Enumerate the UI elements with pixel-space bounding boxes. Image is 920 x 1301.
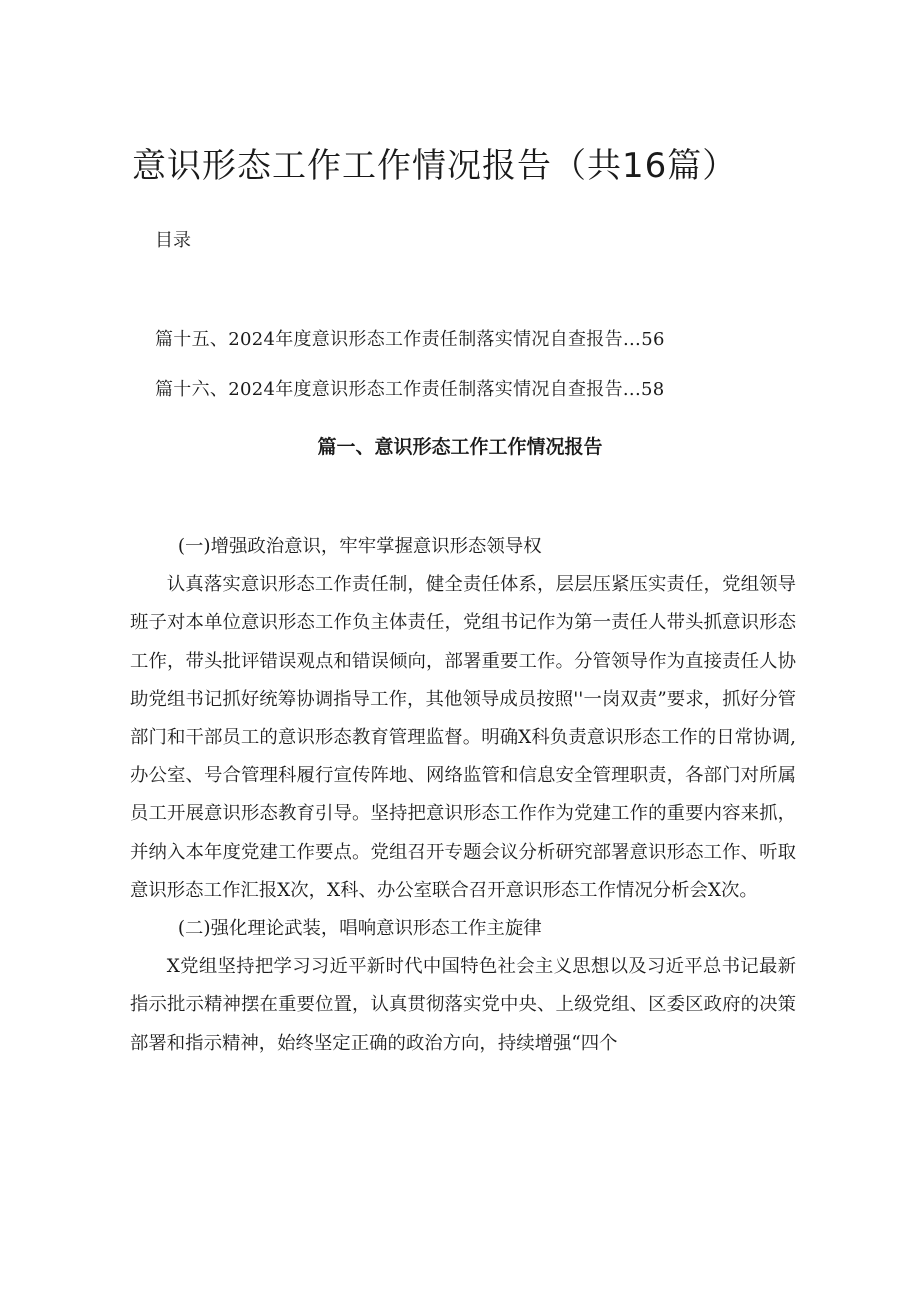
- toc-entry[interactable]: 篇十五、2024年度意识形态工作责任制落实情况自查报告…56: [155, 329, 665, 350]
- body-paragraph: X党组坚持把学习习近平新时代中国特色社会主义思想以及习近平总书记最新指示批示精神摆在重要位置，认真贯彻落实党中央、上级党组、区委区政府的决策部署和指示精神，始终坚定正确的政治方向，持续增强“四个: [130, 956, 796, 1054]
- section-title: 篇一、意识形态工作工作情况报告: [317, 436, 603, 458]
- body-paragraph: 认真落实意识形态工作责任制，健全责任体系，层层压紧压实责任，党组领导班子对本单位意识形态工作负主体责任，党组书记作为第一责任人带头抓意识形态工作，带头批评错误观点和错误倾向，部署重要工作。分管领导作为直接责任人协助党组书记抓好统筹协调指导工作，其他领导成员按照''一岗双责”要求，抓好分管部门和干部员工的意识形态教育管理监督。明确X科负责意识形态工作的日常协调,办公室、号合管理科履行宣传阵地、网络监管和信息安全管理职责，各部门对所属员工开展意识形态教育引导。坚持把意识形态工作作为党建工作的重要内容来抓，并纳入本年度党建工作要点。党组召开专题会议分析研究部署意识形态工作、听取意识形态工作汇报X次，X科、办公室联合召开意识形态工作情况分析会X次。: [130, 574, 796, 901]
- body-text: [130, 528, 796, 1063]
- subsection-heading: (二)强化理论武装，唱响意识形态工作主旋律: [177, 918, 542, 940]
- subsection-heading: (一)增强政治意识，牢牢掌握意识形态领导权: [177, 536, 542, 557]
- toc-heading: 目录: [155, 230, 191, 251]
- toc-entry[interactable]: 篇十六、2024年度意识形态工作责任制落实情况自查报告...58: [155, 379, 665, 400]
- document-title: 意识形态工作工作情况报告（共16篇）: [132, 146, 738, 186]
